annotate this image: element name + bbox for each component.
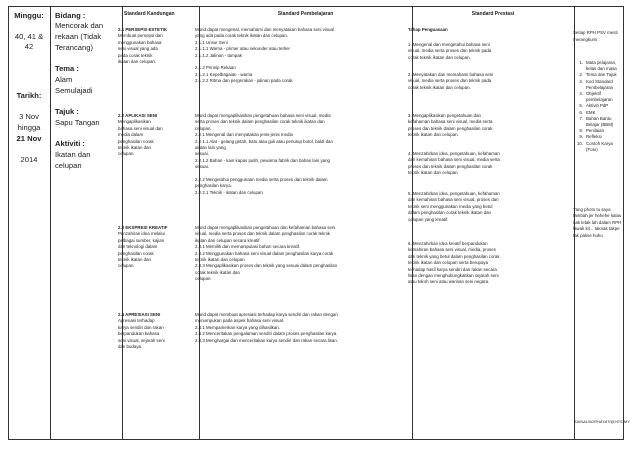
learning-standard-line: penghasilan karya. [195, 183, 232, 189]
performance-level-line: corak teknik ikatan dan celupan. [408, 54, 471, 60]
learning-standard-line: corak teknik ikatan dan [195, 269, 240, 275]
checklist-item [573, 147, 621, 153]
learning-standard-line: alatan lain yang [195, 145, 226, 150]
checklist-text: Bahan Bantu [586, 115, 612, 121]
notes-comment-line: Yang photo tu saya [573, 207, 611, 212]
learning-standard-line: 2.2.2 Mengetahui penggunaan media serta proses dan teknik dalam [195, 177, 328, 182]
learning-standard-line: 2.3.1 Memilih dan memanipulasi bahan secara kreatif. [195, 244, 301, 250]
performance-level-line: 5. Menzahirkan idea, pengetahuan, kefahaman [408, 191, 500, 196]
learning-standard-line: yang ada pada corak teknik ikatan dan celupan. [195, 33, 289, 39]
field-label: Bidang : [55, 11, 86, 20]
performance-level-line: kefahaman bahasa seni visual, media serta [408, 119, 493, 125]
content-standard-line: karya sendiri dan rakan [118, 324, 164, 330]
date-start: 3 Nov [19, 112, 39, 121]
learning-standard-line: 2.1.2 Prinsip Rekaan [195, 65, 236, 71]
checklist-number: 2. [579, 72, 583, 78]
learning-standard-line: 2.1.1.1 Warna - primer atau sekunder atau tertier [195, 46, 291, 52]
checklist-text: (Foto) [586, 146, 598, 152]
notes-comment-line: nak letak lah dalam RPH [573, 219, 622, 225]
content-standard-line: bahasa seni visual dan [118, 125, 163, 131]
field-line-3: Terancang) [55, 43, 93, 52]
content-standard-line: Apresiasi terhadap [118, 318, 155, 324]
performance-level-line: 2. Menyatakan dan memahami bahasa seni [408, 72, 494, 77]
performance-level-line: terhadap hasil karya sendiri dan rakan secara [408, 266, 497, 272]
content-standard-line: Membuat persepsi dan [118, 33, 163, 39]
content-standard-line: teknik ikatan dan [118, 145, 151, 150]
learning-standard-line: 2.1.2.1 Kepelbagaian - warna [195, 71, 253, 77]
learning-standard-line: serta proses dan teknik dalam penghasilan corak teknik ikatan dan [195, 119, 325, 125]
learning-standard-line: 2.1.1.2 Jalinan - tampak [195, 52, 242, 58]
header-content-standard: Standard Kandungan [124, 11, 175, 17]
title-label: Tajuk : [55, 107, 79, 116]
content-standard-line: Penzahiran idea melalui [118, 231, 165, 237]
checklist-number: 10. [576, 140, 583, 146]
checklist-text: Pembelajaran [586, 84, 614, 90]
performance-level-line: visual, media serta proses dan teknik pada [408, 48, 492, 54]
checklist-number: 5. [579, 103, 583, 109]
header-performance-standard: Standard Prestasi [471, 11, 515, 17]
performance-level-line: visual, media serta proses dan teknik pada [408, 78, 492, 84]
date-label: Tarikh: [16, 91, 42, 100]
notes-comment-line: lawak kit .. taknak takpe [573, 226, 620, 232]
content-standard-line: dan budaya. [118, 344, 143, 349]
learning-standard-line: Murid dapat mengenal, memahami dan menyatakan bahasa seni visual [195, 27, 334, 32]
week-numbers: 40, 41 & [14, 32, 44, 41]
learning-standard-line: 2.2.1 Mengenal dan menyatakan jenis-jenis media [195, 132, 293, 138]
learning-standard-line: 2.1.2.2 Ritma dan pergerakan - jalinan pada corak [195, 78, 293, 84]
learning-standard-line: Murid dapat mengaplikasikan pengetahuan bahasa seni visual, media [195, 113, 331, 118]
learning-standard-line: 2.4.1 Mempamerkan karya yang dihasilkan. [195, 324, 280, 330]
theme-label: Tema : [55, 64, 79, 73]
performance-standard-title: Tahap Penguasaan [408, 27, 448, 32]
week-label: Minggu: [14, 11, 44, 20]
title-value: Sapu Tangan [55, 118, 100, 127]
learning-standard-line: 2.3.2 Menggunakan bahasa seni visual dalam penghasilan karya corak [195, 250, 334, 256]
learning-standard-line: Murid dapat membuat apresiasi terhadap karya sendiri dan rakan dengan [195, 312, 338, 317]
content-standard-line: berpandukan bahasa [118, 331, 160, 337]
content-standard-title: 2.3 EKSPRESI KREATIF [118, 225, 168, 230]
performance-level-line: 4. Menzahirkan idea, pengetahuan, kefahaman [408, 151, 500, 156]
performance-level-line: proses dan teknik dalam penghasilan corak [408, 125, 493, 131]
theme-line-2: Semulajadi [55, 86, 93, 95]
learning-standard-line: visual, media serta proses dan teknik dalam penghasilan corak teknik [195, 231, 330, 237]
checklist-text: Refleksi [586, 134, 602, 140]
content-standard-line: media dalam [118, 132, 144, 138]
performance-level-line: lisan dengan menghubungkaitkan sejarah seni [408, 273, 499, 278]
content-standard-line: teknik ikatan dan [118, 257, 151, 262]
performance-level-line: dan kemahiran bahasa seni visual, proses dan [408, 197, 499, 203]
field-line-1: Mencorak dan [55, 21, 104, 30]
week-numbers-2: 42 [24, 42, 34, 51]
checklist-text: Tema dan Tajuk [586, 72, 617, 78]
content-standard-line: pada corak teknik [118, 52, 153, 58]
checklist-text: Belajar (BBM) [586, 122, 614, 128]
checklist-number: 6. [579, 109, 583, 115]
notes-intro-2: merangkumi : [573, 37, 600, 42]
performance-level-line: 3. Mengaplikasikan pengetahuan dan [408, 113, 481, 118]
performance-level-line: teknik ikatan dan celupan. [408, 170, 459, 176]
performance-level-line: teknik ikatan dan celupan serta berupaya [408, 260, 489, 266]
checklist-number: 4. [579, 91, 583, 97]
learning-standard-line: sesuai. [195, 164, 209, 170]
checklist-text: Mata pelajaran, [586, 60, 617, 65]
performance-level-line: atau tokoh seni atau warisan seni negara. [408, 279, 490, 285]
date-year: 2014 [20, 155, 38, 164]
checklist-text: Contoh Karya [586, 140, 613, 146]
learning-standard-line: 2.2.1.1 Alat - gelang getah, batu atau guli atau penutup botol, baldi dan [195, 138, 333, 144]
header-learning-standard: Standard Pembelajaran [277, 11, 334, 17]
column-content-standard [123, 7, 200, 439]
activity-line-2: celupan [55, 161, 82, 170]
performance-level-line: dalam penghasilan corak teknik ikatan dan [408, 210, 491, 216]
activity-line-1: Ikatan dan [55, 150, 91, 159]
performance-level-line: 1. Mengenal dan mengetahui bahasa seni [408, 42, 490, 47]
footer-email: ZAINALNORHAYATI@YES.MY [574, 419, 630, 424]
checklist-number [573, 147, 586, 153]
content-standard-line: penghasilan corak [118, 250, 154, 256]
activity-label: Aktiviti : [55, 139, 85, 148]
checklist-number: 1. [579, 60, 583, 65]
checklist-text: kelas dan masa [586, 66, 617, 72]
checklist-number: 3. [579, 78, 583, 84]
checklist-number: 8. [579, 128, 583, 134]
checklist-text: EMK [586, 109, 596, 115]
learning-standard-line: teknik ikatan dan celupan. [195, 257, 246, 262]
checklist-text: Objektif [586, 91, 601, 97]
content-standard-line: penghasilan corak [118, 138, 154, 144]
notes-comment-line: tak pakse huhu [573, 232, 603, 238]
content-standard-line: celupan. [118, 151, 135, 157]
learning-standard-line: celupan. [195, 125, 212, 131]
performance-level-line: teknik seni menggunakan media yang betul [408, 203, 493, 209]
content-standard-line: pelbagai sumber, kajian [118, 237, 165, 243]
rph-checklist [573, 60, 621, 153]
theme-line-1: Alam [55, 75, 73, 84]
performance-level-line: celupan yang kreatif. [408, 216, 449, 222]
learning-standard-line: menumpukan pada aspek bahasa seni visual. [195, 318, 285, 324]
learning-standard-line: ikatan dan celupan secara kreatif. [195, 237, 261, 243]
learning-standard-line: 2.4.3 Menghargai dan menceritakan karya sendiri dan rakan secara lisan. [195, 337, 339, 343]
checklist-number: 7. [579, 115, 583, 121]
learning-standard-line: 2.1.1 Unsur Seni [195, 39, 228, 45]
content-standard-title: 2.1 PERSEPSI ESTETIK [118, 27, 168, 32]
content-standard-line: dan teknologi dalam [118, 244, 158, 250]
performance-level-line: corak teknik ikatan dan celupan. [408, 84, 471, 90]
checklist-text: Penilaian [586, 128, 605, 134]
learning-standard-line: 2.3.3 Mengaplikasikan proses dan teknik yang sesuai dalam penghasilan [195, 263, 338, 269]
learning-standard-line: 2.2.2.1 Teknik - ikatan dan celupan [195, 189, 263, 195]
performance-level-line: dan teknik yang betul dalam penghasilan corak [408, 253, 500, 259]
content-standard-line: seni visual yang ada [118, 46, 158, 52]
checklist-text: pembelajaran [586, 97, 613, 103]
performance-level-line: proses dan teknik dalam penghasilan corak [408, 163, 493, 169]
content-standard-line: Mengaplikasikan [118, 119, 151, 125]
performance-level-line: 6. Menzahirkan idea kreatif berpandukan [408, 241, 488, 246]
performance-level-line: dan kemahiran bahasa seni visual, media serta [408, 157, 500, 163]
lesson-plan-table [8, 6, 624, 440]
field-line-2: rekaan (Tidak [55, 32, 102, 41]
learning-standard-line: sesuai. [195, 151, 209, 157]
checklist-text: Kod Standard [586, 78, 613, 84]
learning-standard-line: celupan. [195, 276, 212, 282]
performance-level-line: kemahiran bahasa seni visual, media, proses [408, 247, 496, 253]
learning-standard-line: Murid dapat mengaplikasikan pengetahuan dan kefahaman bahasa seni [195, 225, 336, 230]
content-standard-line: menggunakan bahasa [118, 39, 162, 45]
date-hingga: hingga [17, 123, 41, 132]
content-standard-title: 2.4 APRESIASI SENI [118, 312, 161, 317]
checklist-text: Aktiviti PdP [586, 103, 609, 109]
learning-standard-line: 2.2.1.2 Bahan - kain kapas putih, pewarna fabrik dan bahan lain yang [195, 157, 330, 163]
checklist-number: 9. [579, 134, 583, 140]
notes-intro-1: Setiap RPH PSV mesti [573, 30, 618, 35]
performance-level-line: teknik ikatan dan celupan. [408, 132, 459, 138]
content-standard-title: 2.2 APLIKASI SENI [118, 113, 158, 118]
content-standard-line: seni visual, sejarah seni [118, 337, 165, 343]
content-standard-line: celupan. [118, 263, 135, 269]
learning-standard-line: 2.4.2 Menceritakan pengalaman sendiri dalam proses penghasilan karya. [195, 331, 338, 337]
content-standard-line: ikatan dan celupan. [118, 59, 157, 64]
date-end: 21 Nov [16, 134, 42, 143]
column-week-date [9, 7, 51, 439]
notes-comment-line: tambah jer hehehe kalau [573, 213, 622, 219]
